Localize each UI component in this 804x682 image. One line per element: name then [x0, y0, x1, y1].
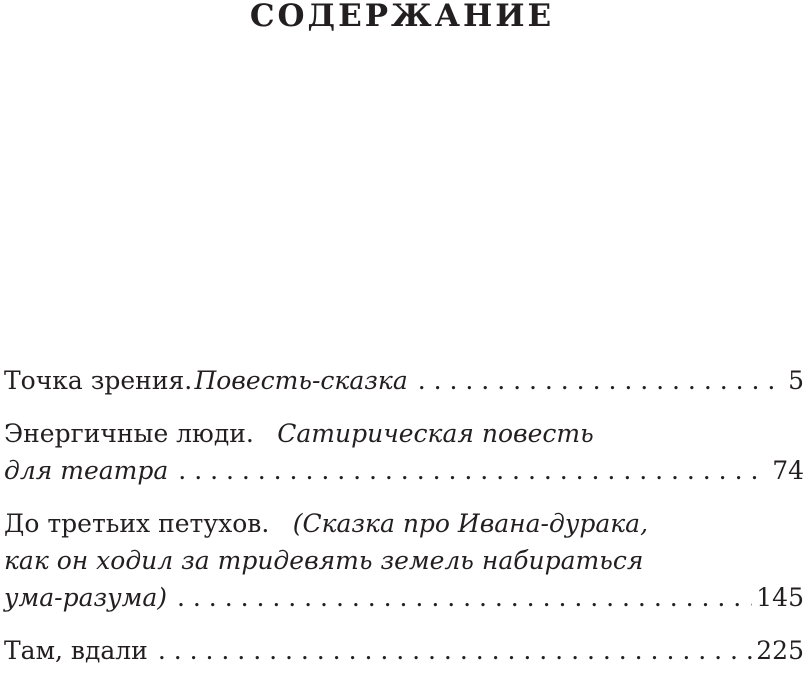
page-title: СОДЕРЖАНИЕ	[249, 0, 555, 34]
toc-entry-title: До третьих петухов.	[4, 509, 270, 538]
toc-entry-energichnye-lyudi[interactable]	[4, 415, 804, 489]
toc-entry-tam-vdali[interactable]	[4, 632, 804, 669]
toc-entry-title: Точка зрения.	[4, 366, 193, 395]
toc-entry-subtitle: (Сказка про Ивана-дурака,	[292, 509, 649, 538]
toc-leader-dots	[178, 452, 768, 489]
toc-entry-subtitle: для театра	[4, 456, 169, 485]
toc-leader-dots	[418, 362, 784, 399]
toc-entry-subtitle: Повесть-сказка	[194, 366, 408, 395]
toc-entry-subtitle: Сатирическая повесть	[277, 419, 594, 448]
toc-entry-subtitle: как он ходил за тридевять земель набираться	[4, 546, 644, 575]
toc-entry-line	[4, 415, 804, 452]
toc-page-number: 5	[788, 366, 804, 395]
table-of-contents	[4, 362, 804, 669]
toc-page-number: 145	[756, 583, 804, 612]
toc-entry-title: Там, вдали	[4, 636, 148, 665]
toc-page-number: 225	[756, 636, 804, 665]
toc-entry-line	[4, 505, 804, 542]
toc-page-number: 74	[772, 456, 804, 485]
toc-leader-dots	[158, 632, 752, 669]
toc-entry-line	[4, 452, 804, 489]
toc-entry-line	[4, 362, 804, 399]
toc-entry-subtitle: ума-разума)	[4, 583, 168, 612]
toc-leader-dots	[177, 579, 752, 616]
toc-entry-tochka-zreniya[interactable]	[4, 362, 804, 399]
toc-entry-title: Энергичные люди.	[4, 419, 254, 448]
toc-entry-line	[4, 579, 804, 616]
toc-entry-line	[4, 632, 804, 669]
toc-entry-do-tretikh-petukhov[interactable]	[4, 505, 804, 616]
toc-entry-line	[4, 542, 804, 579]
